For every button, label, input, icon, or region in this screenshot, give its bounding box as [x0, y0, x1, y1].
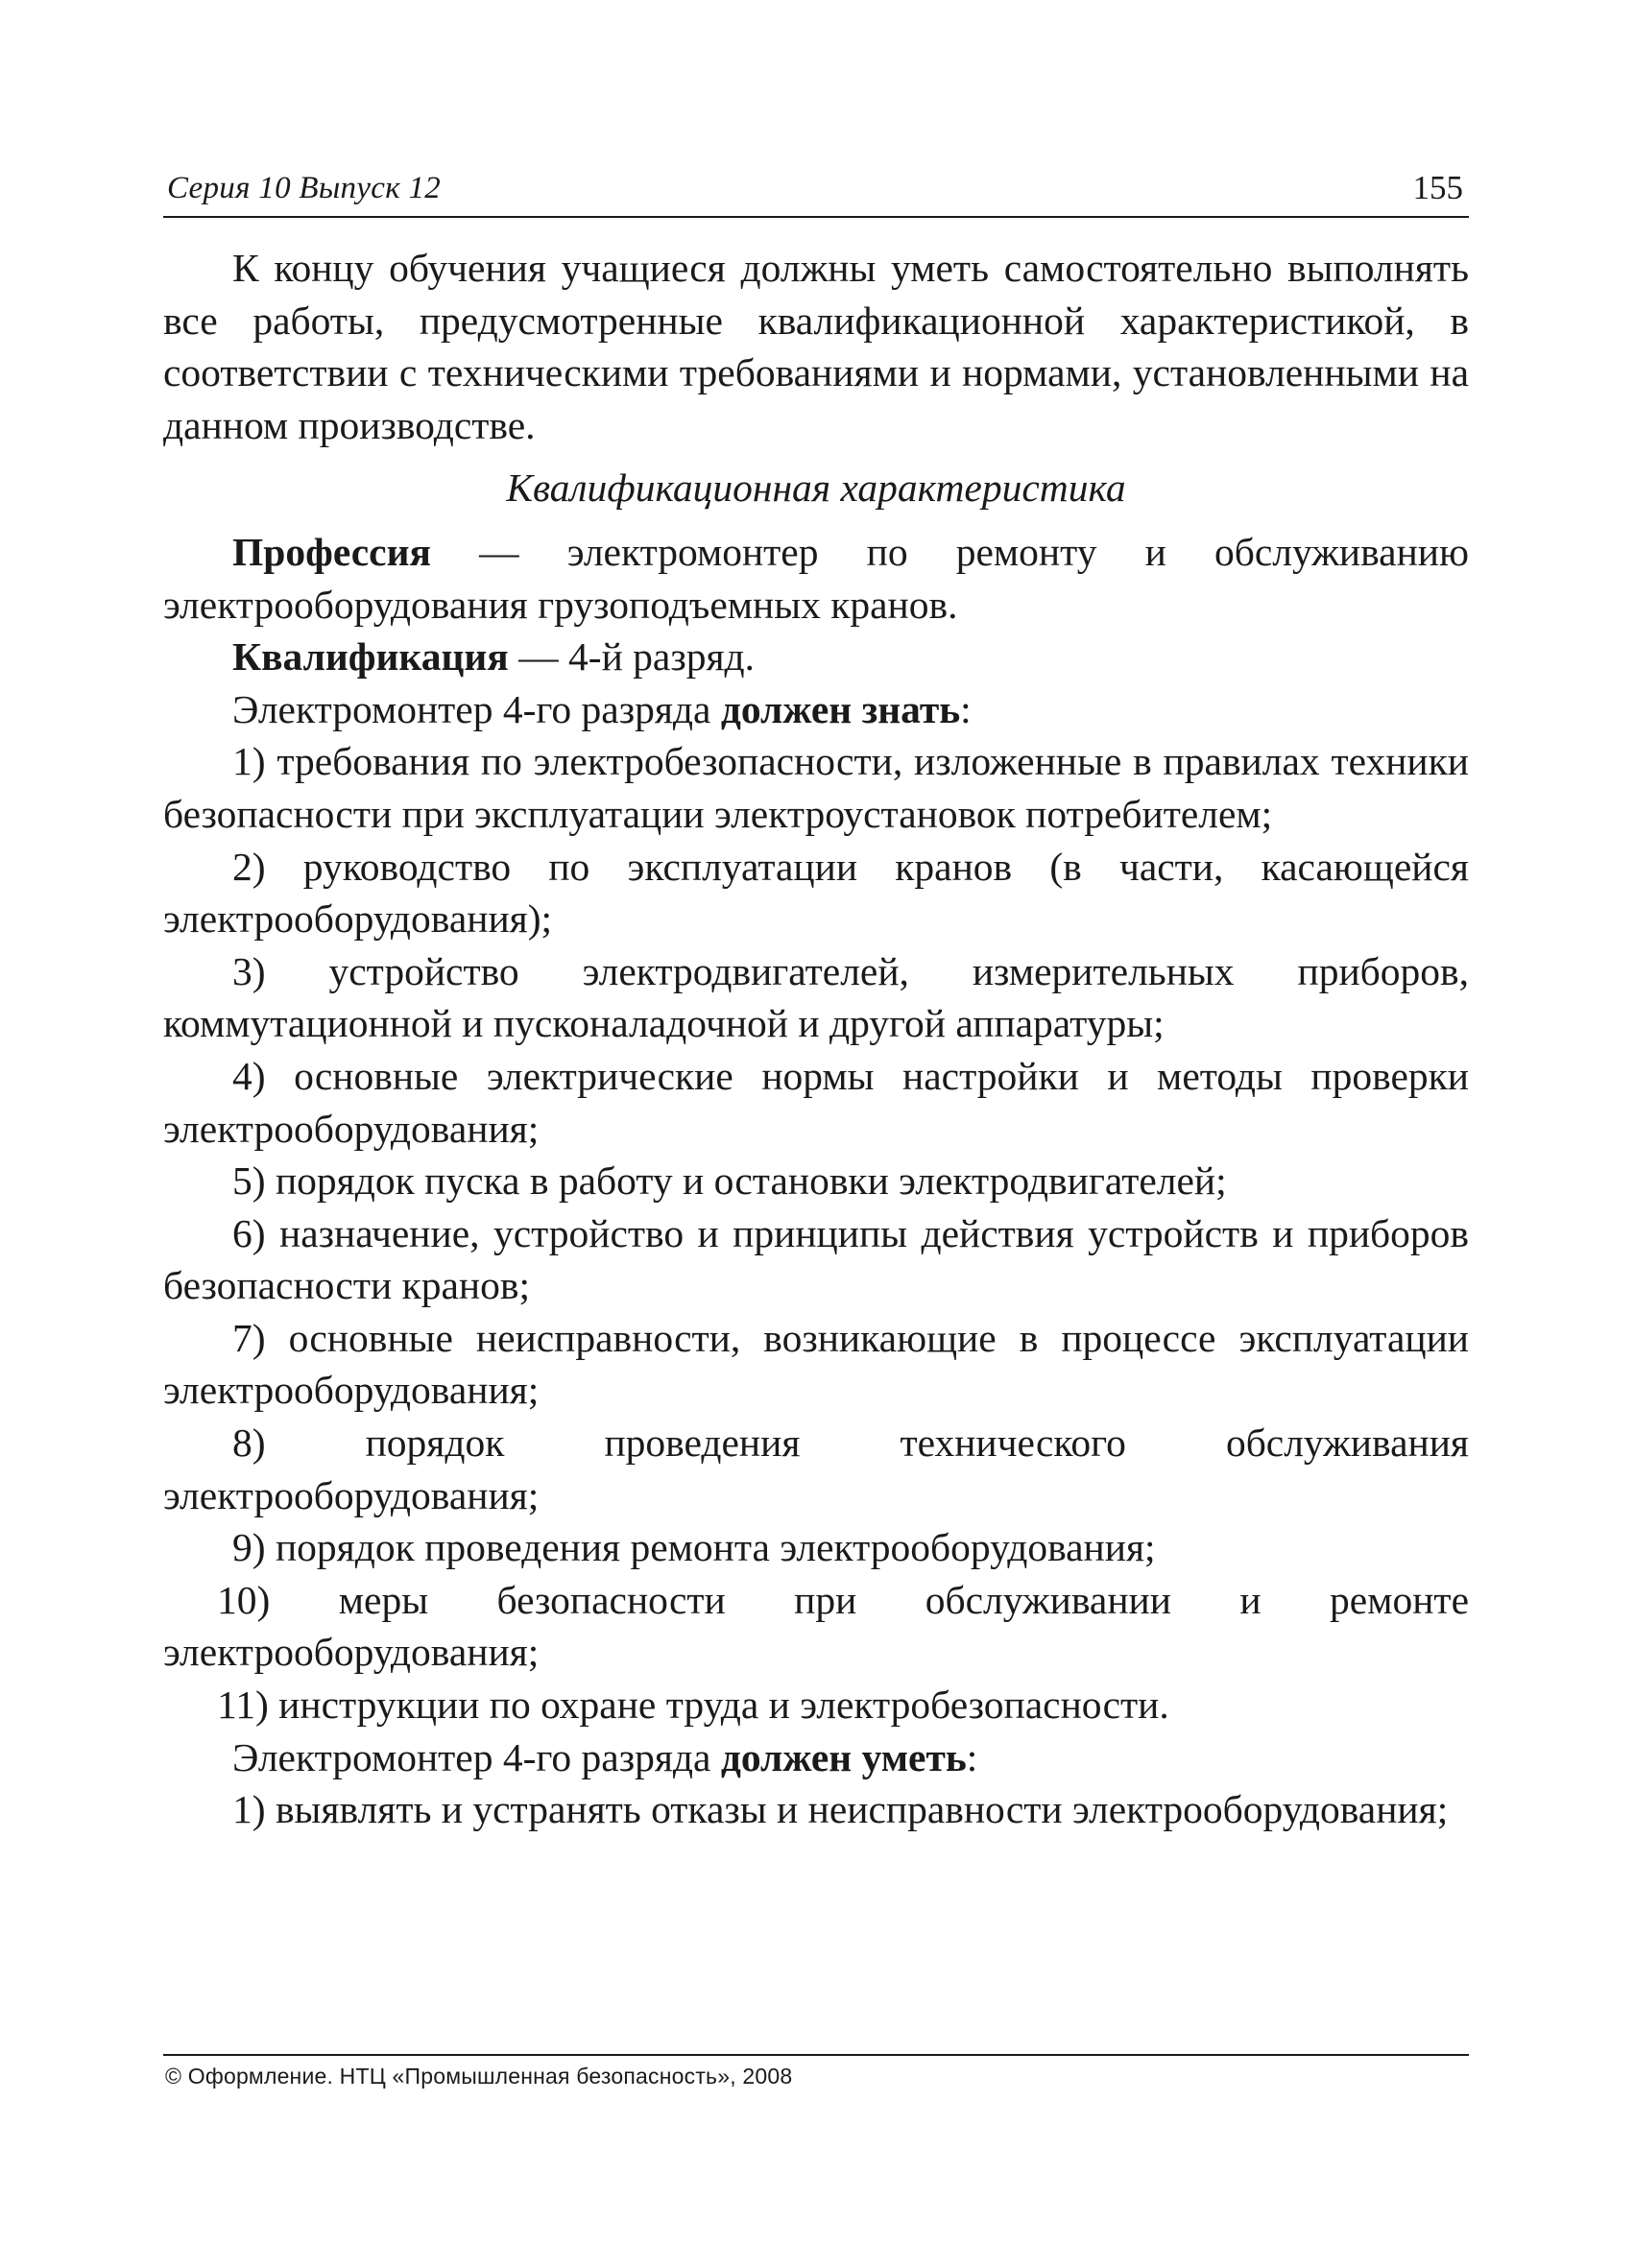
- profession-label: Профессия: [232, 529, 431, 574]
- copyright-footer: © Оформление. НТЦ «Промышленная безопасность», 2008: [165, 2064, 793, 2089]
- list-item: 8) порядок проведения технического обслуживания электрооборудования;: [163, 1420, 1469, 1517]
- profession-paragraph: [163, 526, 1469, 631]
- series-issue-label: Серия 10 Выпуск 12: [167, 171, 442, 205]
- list-item: 5) порядок пуска в работу и остановки электродвигателей;: [232, 1158, 1227, 1204]
- must-can-intro: [163, 1731, 1469, 1784]
- must-know-tail: :: [960, 686, 972, 731]
- qualification-paragraph: [163, 631, 1469, 683]
- list-item: 10) меры безопасности при обслуживании и ремонте электрооборудования;: [163, 1577, 1469, 1675]
- list-item: 6) назначение, устройство и принципы действия устройств и приборов безопасности кранов;: [163, 1210, 1469, 1308]
- list-item: 7) основные неисправности, возникающие в процессе эксплуатации электрооборудования;: [163, 1315, 1469, 1413]
- must-know-emphasis: должен знать: [720, 686, 961, 731]
- must-know-intro: [163, 683, 1469, 736]
- footer-rule: [163, 2054, 1469, 2056]
- qualification-label: Квалификация: [232, 634, 509, 680]
- list-item: 2) руководство по эксплуатации кранов (в части, касающейся электрооборудования);: [163, 844, 1469, 942]
- list-item: 11) инструкции по охране труда и электробезопасности.: [217, 1683, 1169, 1728]
- intro-paragraph: К концу обучения учащиеся должны уметь самостоятельно выполнять все работы, предусмотренные квалификационной характеристикой, в соответствии с техническими требованиями и нормами, установленными на данном производстве.: [163, 246, 1469, 447]
- list-item: 3) устройство электродвигателей, измерительных приборов, коммутационной и пусконаладочной и другой аппаратуры;: [163, 948, 1469, 1046]
- running-header: [163, 169, 1469, 211]
- section-heading: Квалификационная характеристика: [506, 466, 1126, 511]
- list-item: 1) требования по электробезопасности, изложенные в правилах техники безопасности при эксплуатации электроустановок потребителем;: [163, 739, 1469, 836]
- must-know-lead: Электромонтер 4-го разряда: [232, 686, 721, 731]
- must-can-lead: Электромонтер 4-го разряда: [232, 1734, 721, 1779]
- list-item: 4) основные электрические нормы настройки и методы проверки электрооборудования;: [163, 1053, 1469, 1151]
- qualification-text: — 4-й разряд.: [508, 634, 756, 680]
- must-can-tail: :: [966, 1734, 978, 1779]
- list-item: 9) порядок проведения ремонта электрооборудования;: [232, 1525, 1156, 1570]
- must-can-emphasis: должен уметь: [720, 1734, 967, 1779]
- header-rule: [163, 216, 1469, 218]
- page-body: [163, 242, 1469, 1836]
- list-item: 1) выявлять и устранять отказы и неисправности электрооборудования;: [232, 1787, 1449, 1832]
- page-number: 155: [1412, 169, 1463, 206]
- profession-text: — электромонтер по ремонту и обслуживанию электрооборудования грузоподъемных кранов.: [163, 529, 1469, 627]
